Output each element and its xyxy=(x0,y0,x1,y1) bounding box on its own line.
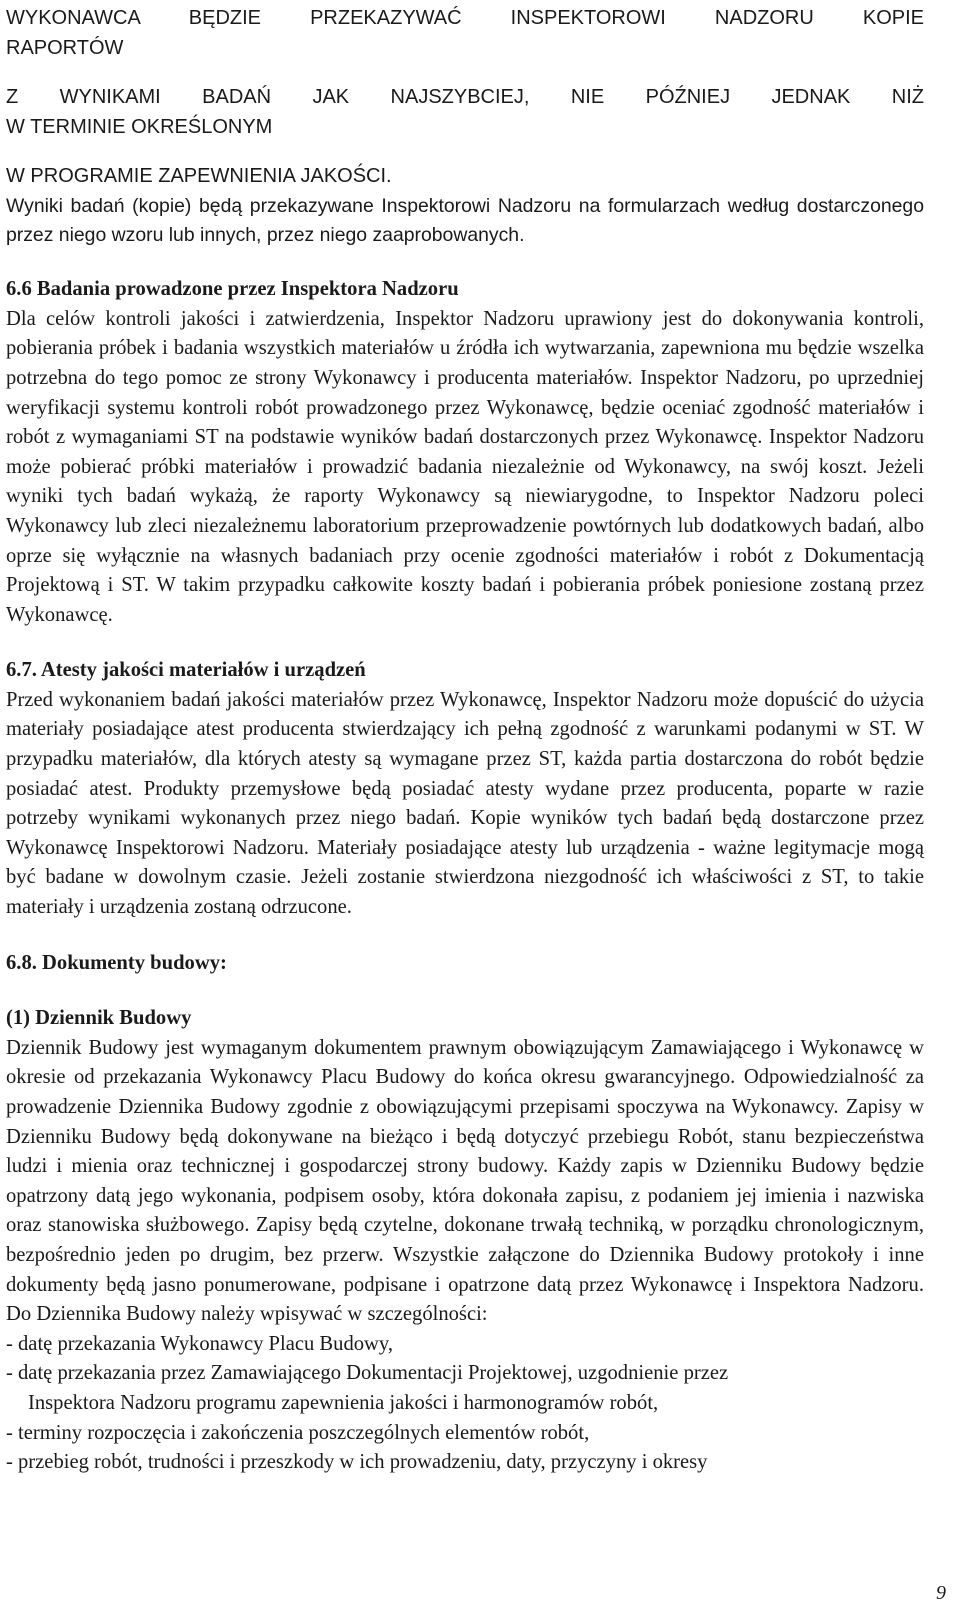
section-6-7-heading: 6.7. Atesty jakości materiałów i urządzeń xyxy=(6,659,366,682)
section-6-6-heading: 6.6 Badania prowadzone przez Inspektora Nadzoru xyxy=(6,278,459,301)
spacer xyxy=(6,923,924,949)
spacer xyxy=(6,63,924,83)
page-content xyxy=(6,4,924,1478)
list-item: - datę przekazania Wykonawcy Placu Budowy, xyxy=(6,1332,394,1355)
section-6-7-body: Przed wykonaniem badań jakości materiałów przez Wykonawcę, Inspektor Nadzoru może dopuścić do użycia materiały posiadające atest producenta stwierdzający ich pełną zgodność z warunkami podanymi w ST. W przypadku materiałów, dla których atesty są wymagane przez ST, każda partia dostarczona do robót będzie posiadać atest. Produkty przemysłowe będą posiadać atesty wydane przez producenta, poparte w razie potrzeby wynikami wykonanych przez niego badań. Kopie wyników tych badań będą dostarczone przez Wykonawcę Inspektorowi Nadzoru. Materiały posiadające atesty lub urządzenia - ważne legitymacje mogą być badane w dowolnym czasie. Jeżeli zostanie stwierdzona niezgodność ich właściwości z ST, to takie materiały i urządzenia zostaną odrzucone. xyxy=(6,688,924,919)
caps-line-5: W PROGRAMIE ZAPEWNIENIA JAKOŚCI. xyxy=(6,165,392,188)
spacer xyxy=(6,142,924,162)
section-6-8-heading: 6.8. Dokumenty budowy: xyxy=(6,951,227,974)
list-item: - przebieg robót, trudności i przeszkody w ich prowadzeniu, daty, przyczyny i okresy xyxy=(6,1451,708,1474)
subsection-1-body: Dziennik Budowy jest wymaganym dokumentem prawnym obowiązującym Zamawiającego i Wykonawcę w okresie od przekazania Wykonawcy Placu Budowy do końca okresu gwarancyjnego. Odpowiedzialność za prowadzenie Dziennika Budowy zgodnie z obowiązującymi przepisami spoczywa na Wykonawcy. Zapisy w Dzienniku Budowy będą dokonywane na bieżąco i będą dotyczyć przebiegu Robót, stanu bezpieczeństwa ludzi i mienia oraz technicznej i gospodarczej strony budowy. Każdy zapis w Dzienniku Budowy będzie opatrzony datą jego wykonania, podpisem osoby, która dokonała zapisu, z podaniem jej imienia i nazwiska oraz stanowiska służbowego. Zapisy będą czytelne, dokonane trwałą techniką, w porządku chronologicznym, bezpośrednio jeden po drugim, bez przerw. Wszystkie załączone do Dziennika Budowy protokoły i inne dokumenty będą jasno ponumerowane, podpisane i opatrzone datą przez Wykonawcę i Inspektora Nadzoru. Do Dziennika Budowy należy wpisywać w szczególności: xyxy=(6,1036,924,1326)
caps-line-2: RAPORTÓW xyxy=(6,36,124,59)
caps-line-4: W TERMINIE OKREŚLONYM xyxy=(6,115,273,138)
page-number: 9 xyxy=(936,1582,946,1604)
list-item: - datę przekazania przez Zamawiającego Dokumentacji Projektowej, uzgodnienie przez xyxy=(6,1362,729,1385)
spacer xyxy=(6,630,924,656)
subsection-1-heading: (1) Dziennik Budowy xyxy=(6,1007,192,1030)
list-item: Inspektora Nadzoru programu zapewnienia jakości i harmonogramów robót, xyxy=(28,1391,659,1414)
spacer xyxy=(6,249,924,275)
caps-line-3: Z WYNIKAMI BADAŃ JAK NAJSZYBCIEJ, NIE PÓŹNIEJ JEDNAK NIŻ xyxy=(6,86,924,109)
caps-line-1: WYKONAWCA BĘDZIE PRZEKAZYWAĆ INSPEKTOROWI NADZORU KOPIE xyxy=(6,7,924,29)
spacer xyxy=(6,978,924,1004)
section-6-6-body: Dla celów kontroli jakości i zatwierdzenia, Inspektor Nadzoru uprawiony jest do dokonywania kontroli, pobierania próbek i badania wszystkich materiałów u źródła ich wytwarzania, zapewniona mu będzie wszelka potrzebna do tego pomoc ze strony Wykonawcy i producenta materiałów. Inspektor Nadzoru, po uprzedniej weryfikacji systemu kontroli robót prowadzonego przez Wykonawcę, będzie oceniać zgodność materiałów i robót z wymaganiami ST na podstawie wyników badań dostarczonych przez Wykonawcę. Inspektor Nadzoru może pobierać próbki materiałów i prowadzić badania niezależnie od Wykonawcy, na swój koszt. Jeżeli wyniki tych badań wykażą, że raporty Wykonawcy są niewiarygodne, to Inspektor Nadzoru poleci Wykonawcy lub zleci niezależnemu laboratorium przeprowadzenie powtórnych lub dodatkowych badań, albo oprze się wyłącznie na własnych badaniach przy ocenie zgodności materiałów i robót z Dokumentacją Projektową i ST. W takim przypadku całkowite koszty badań i pobierania próbek poniesione zostaną przez Wykonawcę. xyxy=(6,307,924,626)
intro-paragraph: Wyniki badań (kopie) będą przekazywane Inspektorowi Nadzoru na formularzach według dostarczonego przez niego wzoru lub innych, przez niego zaaprobowanych. xyxy=(6,194,924,246)
list-item: - terminy rozpoczęcia i zakończenia poszczególnych elementów robót, xyxy=(6,1421,590,1444)
